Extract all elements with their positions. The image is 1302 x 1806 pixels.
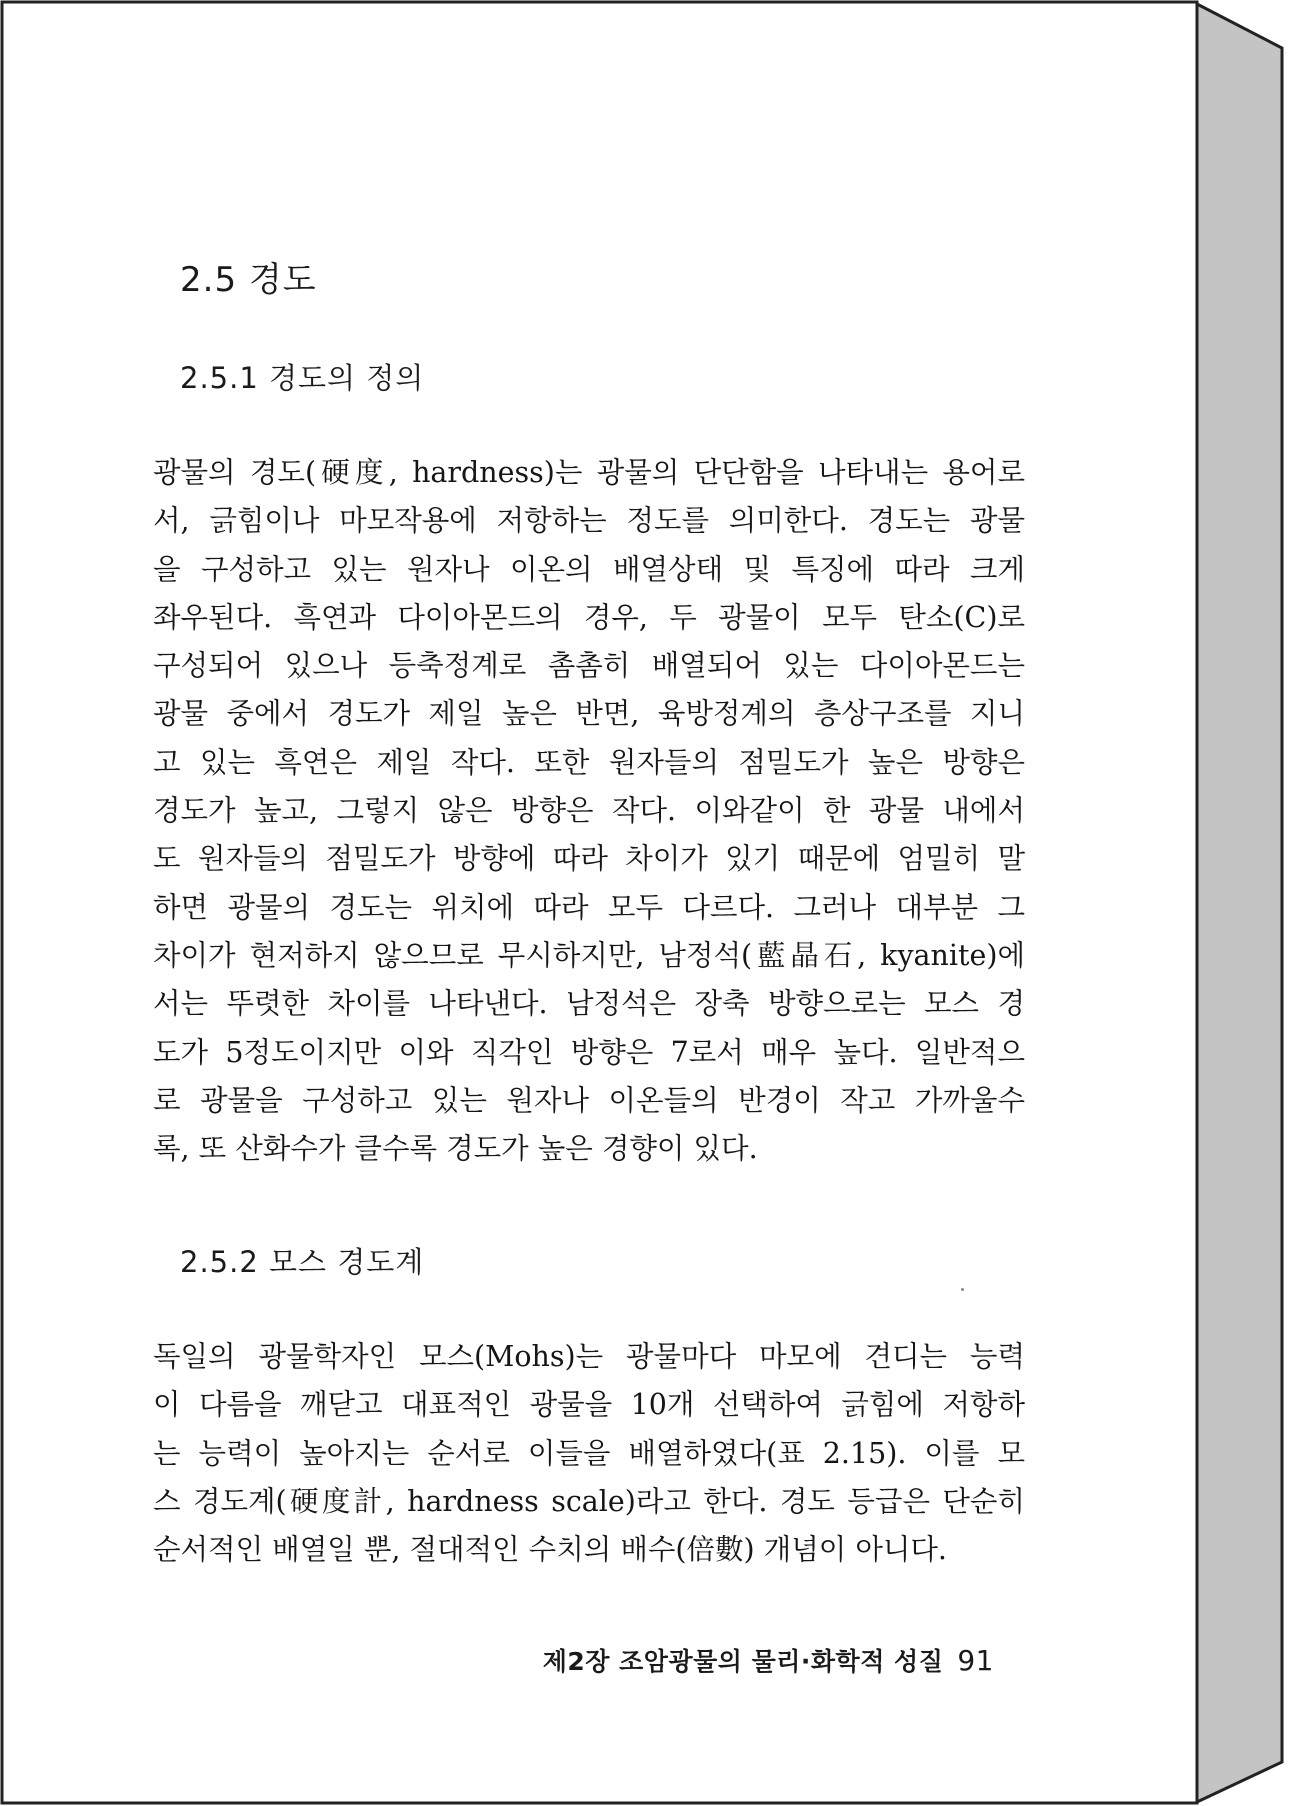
text-line: 는 능력이 높아지는 순서로 이들을 배열하였다(표 2.15). 이를 모 <box>153 1436 1025 1470</box>
text-line: 도가 5정도이지만 이와 직각인 방향은 7로서 매우 높다. 일반적으 <box>153 1035 1025 1069</box>
text-line: 로 광물을 구성하고 있는 원자나 이온들의 반경이 작고 가까울수 <box>153 1083 1025 1117</box>
text-line: 스 경도계(硬度計, hardness scale)라고 한다. 경도 등급은 단순히 <box>153 1484 1025 1518</box>
paragraph-definition <box>153 449 1025 1173</box>
chapter-title: 제2장 조암광물의 물리·화학적 성질 <box>542 1647 944 1676</box>
text-line: 고 있는 흑연은 제일 작다. 또한 원자들의 점밀도가 높은 방향은 <box>153 745 1025 779</box>
paragraph-mohs-scale <box>153 1333 1025 1574</box>
text-line: 경도가 높고, 그렇지 않은 방향은 작다. 이와같이 한 광물 내에서 <box>153 794 1025 828</box>
text-line: 을 구성하고 있는 원자나 이온의 배열상태 및 특징에 따라 크게 <box>153 552 1025 586</box>
page <box>4 4 1196 1802</box>
text-line: 이 다름을 깨닫고 대표적인 광물을 10개 선택하여 긁힘에 저항하 <box>153 1388 1025 1422</box>
section-heading: 2.5 경도 <box>180 260 317 300</box>
page-number: 91 <box>957 1644 994 1677</box>
subsection-heading-mohs-scale: 2.5.2 모스 경도계 <box>180 1245 425 1279</box>
text-line: 서는 뚜렷한 차이를 나타낸다. 남정석은 장축 방향으로는 모스 경 <box>153 987 1025 1021</box>
text-line: 순서적인 배열일 뿐, 절대적인 수치의 배수(倍數) 개념이 아니다. <box>153 1533 947 1567</box>
text-line: 광물의 경도(硬度, hardness)는 광물의 단단함을 나타내는 용어로 <box>153 456 1025 489</box>
print-speck <box>961 1288 964 1291</box>
book-side <box>1197 4 1282 1802</box>
text-line: 도 원자들의 점밀도가 방향에 따라 차이가 있기 때문에 엄밀히 말 <box>153 842 1025 876</box>
text-line: 광물 중에서 경도가 제일 높은 반면, 육방정계의 층상구조를 지니 <box>153 697 1025 731</box>
text-line: 좌우된다. 흑연과 다이아몬드의 경우, 두 광물이 모두 탄소(C)로 <box>153 600 1025 634</box>
page-footer <box>4 1642 994 1678</box>
text-line: 서, 긁힘이나 마모작용에 저항하는 정도를 의미한다. 경도는 광물 <box>153 504 1025 538</box>
subsection-heading-definition: 2.5.1 경도의 정의 <box>180 361 425 395</box>
text-line: 구성되어 있으나 등축정계로 촘촘히 배열되어 있는 다이아몬드는 <box>153 649 1025 683</box>
text-line: 독일의 광물학자인 모스(Mohs)는 광물마다 마모에 견디는 능력 <box>153 1340 1025 1373</box>
text-line: 록, 또 산화수가 클수록 경도가 높은 경향이 있다. <box>153 1132 758 1166</box>
text-line: 차이가 현저하지 않으므로 무시하지만, 남정석(藍晶石, kyanite)에 <box>153 938 1025 972</box>
text-line: 하면 광물의 경도는 위치에 따라 모두 다르다. 그러나 대부분 그 <box>153 890 1025 924</box>
